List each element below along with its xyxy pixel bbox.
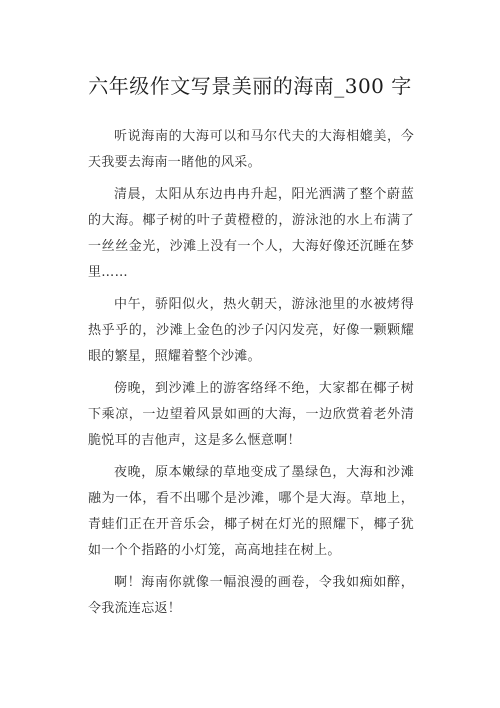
- paragraph-5: 夜晚，原本嫩绿的草地变成了墨绿色，大海和沙滩融为一体，看不出哪个是沙滩，哪个是大海。草地上，青蛙们正在开音乐会，椰子树在灯光的照耀下，椰子犹如一个个指路的小灯笼，高高地挂在树上。: [88, 465, 414, 558]
- document-title: 六年级作文写景美丽的海南_300 字: [88, 74, 412, 98]
- paragraph-3: 中午，骄阳似火，热火朝天，游泳池里的水被烤得热乎乎的，沙滩上金色的沙子闪闪发亮，好像一颗颗耀眼的繁星，照耀着整个沙滩。: [88, 297, 414, 364]
- paragraph-2: 清晨，太阳从东边冉冉升起，阳光洒满了整个蔚蓝的大海。椰子树的叶子黄橙橙的，游泳池的水上布满了一丝丝金光，沙滩上没有一个人，大海好像还沉睡在梦里……: [88, 187, 414, 280]
- paragraph-6: 啊！海南你就像一幅浪漫的画卷，令我如痴如醉，令我流连忘返！: [88, 575, 414, 616]
- document-body: [88, 124, 414, 628]
- paragraph-4: 傍晚，到沙滩上的游客络绎不绝，大家都在椰子树下乘凉，一边望着风景如画的大海，一边欣赏着老外清脆悦耳的吉他声，这是多么惬意啊！: [88, 381, 414, 448]
- paragraph-1: 听说海南的大海可以和马尔代夫的大海相媲美，今天我要去海南一睹他的风采。: [88, 129, 414, 170]
